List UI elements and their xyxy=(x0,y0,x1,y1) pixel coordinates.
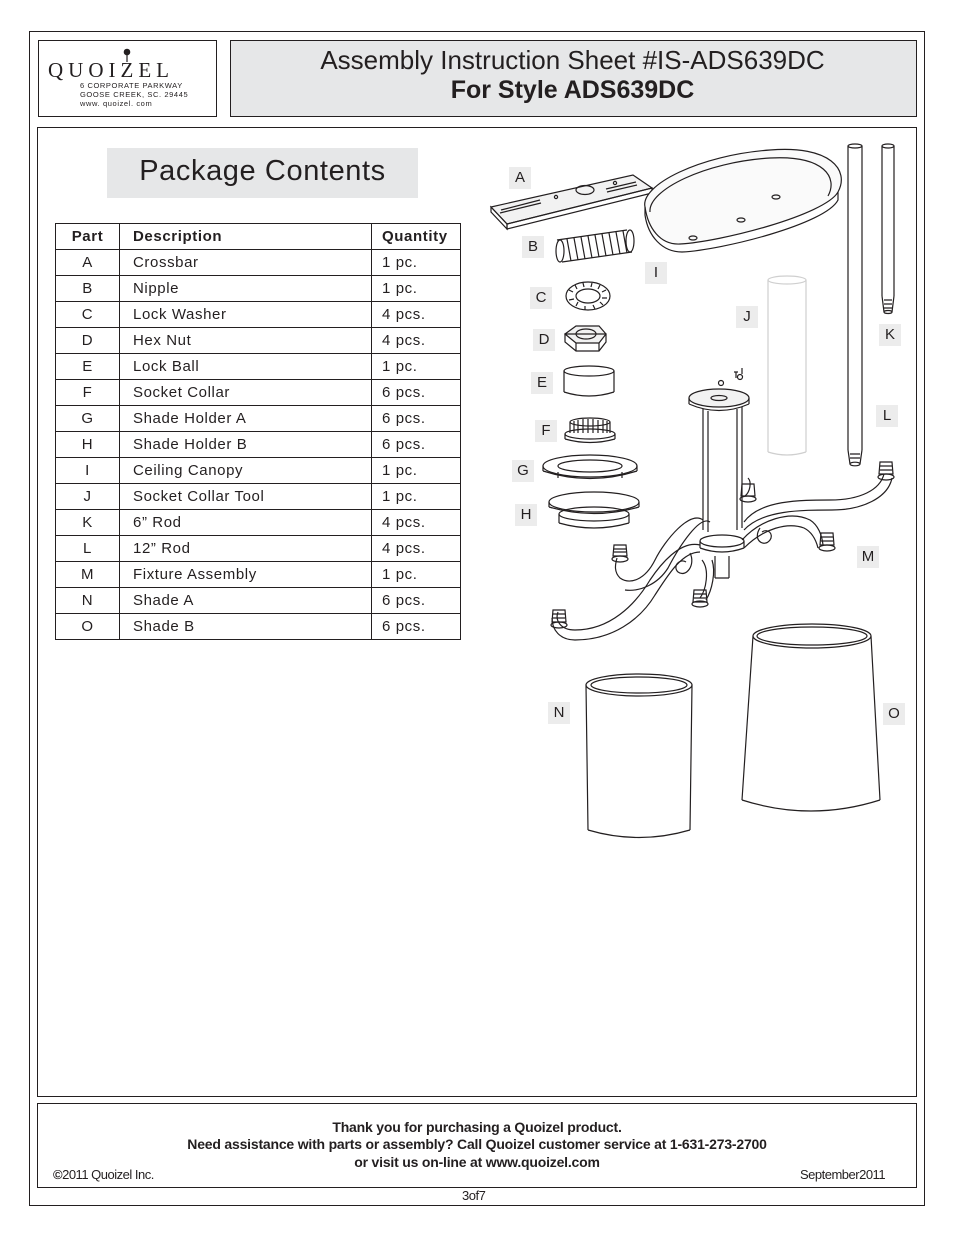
logo-address-line-1: 6 CORPORATE PARKWAY xyxy=(80,81,183,90)
part-cell: O xyxy=(56,614,120,640)
diagram-label-b: B xyxy=(522,236,544,258)
hex-nut-drawing xyxy=(565,326,606,351)
quantity-cell: 1 pc. xyxy=(372,354,461,380)
socket-collar-tool-drawing xyxy=(768,276,806,455)
part-cell: A xyxy=(56,250,120,276)
footer-thanks: Thank you for purchasing a Quoizel product. xyxy=(332,1119,622,1135)
description-cell: 12” Rod xyxy=(120,536,372,562)
diagram-label-l: L xyxy=(876,405,898,427)
quantity-cell: 1 pc. xyxy=(372,276,461,302)
part-cell: D xyxy=(56,328,120,354)
diagram-label-i: I xyxy=(645,262,667,284)
description-cell: Shade A xyxy=(120,588,372,614)
quantity-cell: 4 pcs. xyxy=(372,536,461,562)
brand-logo: QUOIZEL xyxy=(48,58,174,82)
quantity-cell: 6 pcs. xyxy=(372,380,461,406)
shade-b-drawing xyxy=(742,624,880,811)
part-cell: F xyxy=(56,380,120,406)
quantity-cell: 1 pc. xyxy=(372,250,461,276)
logo-address-line-2: GOOSE CREEK, SC. 29445 xyxy=(80,90,189,99)
part-cell: L xyxy=(56,536,120,562)
description-cell: Fixture Assembly xyxy=(120,562,372,588)
diagram-label-k: K xyxy=(879,324,901,346)
lock-ball-drawing xyxy=(564,366,614,396)
page-title: Assembly Instruction Sheet #IS-ADS639DC xyxy=(320,45,825,75)
part-cell: B xyxy=(56,276,120,302)
footer-website: or visit us on-line at www.quoizel.com xyxy=(354,1154,600,1170)
nipple-drawing xyxy=(556,230,634,262)
quantity-cell: 4 pcs. xyxy=(372,302,461,328)
rod-12in-drawing xyxy=(848,144,862,466)
diagram-label-d: D xyxy=(533,329,555,351)
description-cell: Lock Ball xyxy=(120,354,372,380)
part-cell: I xyxy=(56,458,120,484)
copyright xyxy=(53,1167,154,1182)
diagram-label-o: O xyxy=(883,703,905,725)
description-cell: 6” Rod xyxy=(120,510,372,536)
shade-a-drawing xyxy=(586,674,692,838)
description-cell: Ceiling Canopy xyxy=(120,458,372,484)
diagram-label-e: E xyxy=(531,372,553,394)
description-cell: Hex Nut xyxy=(120,328,372,354)
quantity-cell: 4 pcs. xyxy=(372,328,461,354)
ceiling-canopy-drawing xyxy=(645,149,842,252)
header-part: Part xyxy=(56,224,120,250)
description-cell: Lock Washer xyxy=(120,302,372,328)
lock-washer-drawing xyxy=(566,282,610,310)
description-cell: Socket Collar xyxy=(120,380,372,406)
rod-6in-drawing xyxy=(882,144,894,314)
quantity-cell: 1 pc. xyxy=(372,458,461,484)
shade-holder-b-drawing xyxy=(549,492,639,528)
diagram-label-f: F xyxy=(535,420,557,442)
section-title: Package Contents xyxy=(139,155,386,187)
description-cell: Nipple xyxy=(120,276,372,302)
header-quantity: Quantity xyxy=(372,224,461,250)
diagram-label-a: A xyxy=(509,167,531,189)
page-number: 3of7 xyxy=(462,1188,486,1203)
quantity-cell: 1 pc. xyxy=(372,484,461,510)
quantity-cell: 6 pcs. xyxy=(372,588,461,614)
fixture-assembly-drawing xyxy=(551,368,894,640)
part-cell: M xyxy=(56,562,120,588)
description-cell: Crossbar xyxy=(120,250,372,276)
quantity-cell: 1 pc. xyxy=(372,562,461,588)
part-cell: E xyxy=(56,354,120,380)
part-cell: K xyxy=(56,510,120,536)
page-subtitle: For Style ADS639DC xyxy=(450,76,695,104)
diagram-label-m: M xyxy=(857,546,879,568)
diagram-label-h: H xyxy=(515,504,537,526)
footer-date: September2011 xyxy=(800,1167,886,1182)
quantity-cell: 6 pcs. xyxy=(372,614,461,640)
socket-collar-drawing xyxy=(565,418,615,443)
part-cell: J xyxy=(56,484,120,510)
part-cell: C xyxy=(56,302,120,328)
footer-assistance: Need assistance with parts or assembly? Call Quoizel customer service at 1-631-273-2700 xyxy=(187,1136,767,1152)
copyright-icon: © xyxy=(53,1167,63,1182)
quantity-cell: 6 pcs. xyxy=(372,406,461,432)
part-cell: G xyxy=(56,406,120,432)
shade-holder-a-drawing xyxy=(543,455,637,479)
diagram-label-c: C xyxy=(530,287,552,309)
part-cell: N xyxy=(56,588,120,614)
header-description: Description xyxy=(120,224,372,250)
quantity-cell: 4 pcs. xyxy=(372,510,461,536)
part-cell: H xyxy=(56,432,120,458)
description-cell: Shade Holder A xyxy=(120,406,372,432)
diagram-label-g: G xyxy=(512,460,534,482)
description-cell: Shade B xyxy=(120,614,372,640)
description-cell: Socket Collar Tool xyxy=(120,484,372,510)
copyright-text: 2011 Quoizel Inc. xyxy=(62,1167,154,1182)
logo-website: www. quoizel. com xyxy=(80,99,153,108)
diagram-label-n: N xyxy=(548,702,570,724)
quantity-cell: 6 pcs. xyxy=(372,432,461,458)
diagram-label-j: J xyxy=(736,306,758,328)
description-cell: Shade Holder B xyxy=(120,432,372,458)
